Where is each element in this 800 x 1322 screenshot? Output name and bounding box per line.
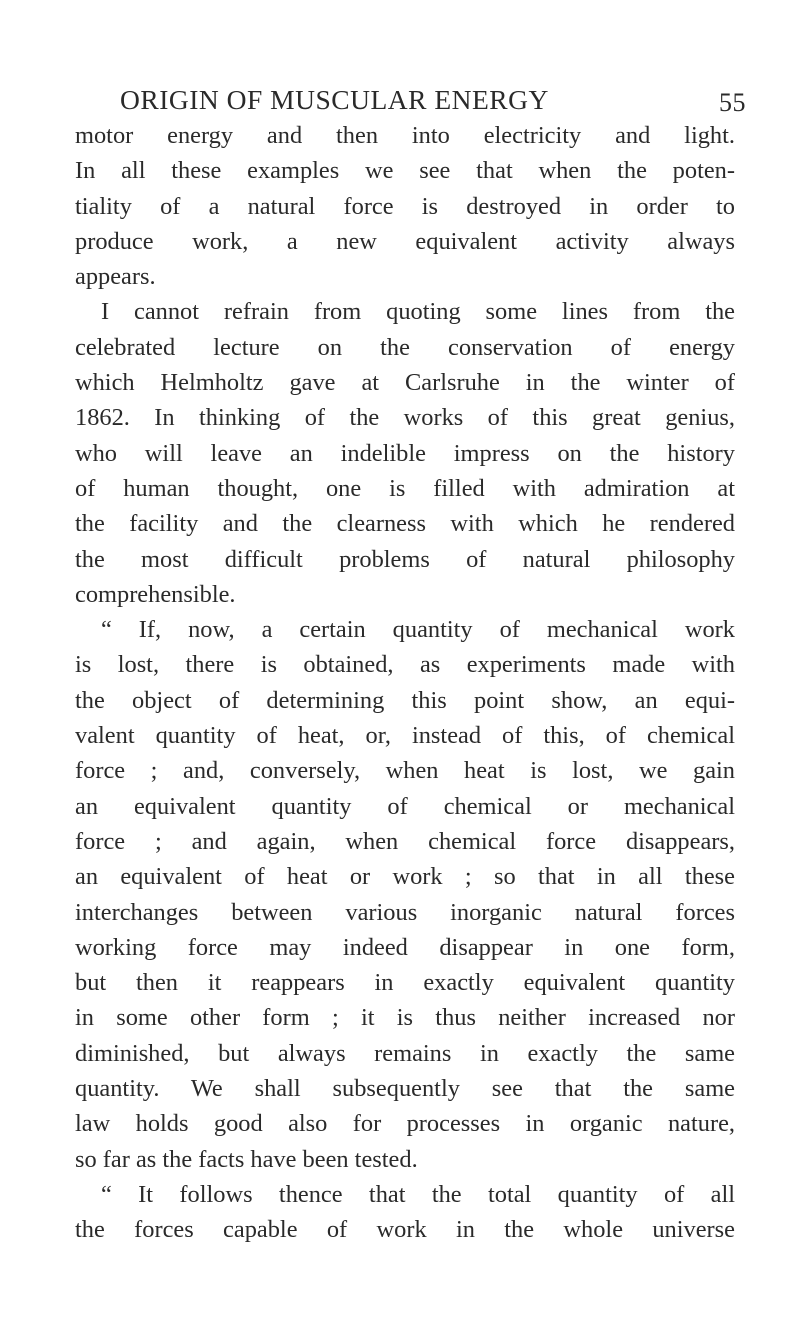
text-line: in some other form ; it is thus neither increased nor xyxy=(75,1004,735,1032)
text-line: the object of determining this point show, an equi- xyxy=(75,686,735,714)
text-line: tiality of a natural force is destroyed in order to xyxy=(75,192,735,220)
text-line: comprehensible. xyxy=(75,580,236,608)
text-line: interchanges between various inorganic natural forces xyxy=(75,898,735,926)
text-line: I cannot refrain from quoting some lines from the xyxy=(101,298,735,326)
text-line: an equivalent quantity of chemical or mechanical xyxy=(75,792,735,820)
text-line: diminished, but always remains in exactly the same xyxy=(75,1039,735,1067)
text-line: “ It follows thence that the total quantity of all xyxy=(101,1180,735,1208)
text-line: valent quantity of heat, or, instead of this, of chemical xyxy=(75,722,735,750)
book-page xyxy=(75,72,746,1248)
text-line: the facility and the clearness with which he rendered xyxy=(75,510,735,538)
text-line: appears. xyxy=(75,263,156,291)
text-line: of human thought, one is filled with admiration at xyxy=(75,474,735,502)
text-line: celebrated lecture on the conservation of energy xyxy=(75,333,735,361)
text-line: the forces capable of work in the whole universe xyxy=(75,1216,735,1244)
text-line: In all these examples we see that when the poten- xyxy=(75,157,735,185)
text-line: force ; and, conversely, when heat is lost, we gain xyxy=(75,757,735,785)
text-line: the most difficult problems of natural philosophy xyxy=(75,545,735,573)
text-line: “ If, now, a certain quantity of mechanical work xyxy=(101,616,735,644)
text-line: is lost, there is obtained, as experiments made with xyxy=(75,651,735,679)
text-line: law holds good also for processes in organic nature, xyxy=(75,1110,735,1138)
text-line: who will leave an indelible impress on the history xyxy=(75,439,735,467)
text-line: so far as the facts have been tested. xyxy=(75,1145,418,1173)
body-text xyxy=(75,118,735,1248)
text-line: force ; and again, when chemical force disappears, xyxy=(75,827,735,855)
text-line: 1862. In thinking of the works of this great genius, xyxy=(75,404,735,432)
text-line: but then it reappears in exactly equivalent quantity xyxy=(75,969,735,997)
text-line: working force may indeed disappear in one form, xyxy=(75,933,735,961)
running-head xyxy=(75,72,746,118)
text-line: which Helmholtz gave at Carlsruhe in the winter of xyxy=(75,369,735,397)
running-title: ORIGIN OF MUSCULAR ENERGY xyxy=(120,84,549,115)
text-line: motor energy and then into electricity and light. xyxy=(75,122,735,149)
page-number: 55 xyxy=(719,88,746,117)
text-line: produce work, a new equivalent activity always xyxy=(75,227,735,255)
text-line: quantity. We shall subsequently see that the same xyxy=(75,1075,735,1103)
text-line: an equivalent of heat or work ; so that in all these xyxy=(75,863,735,891)
